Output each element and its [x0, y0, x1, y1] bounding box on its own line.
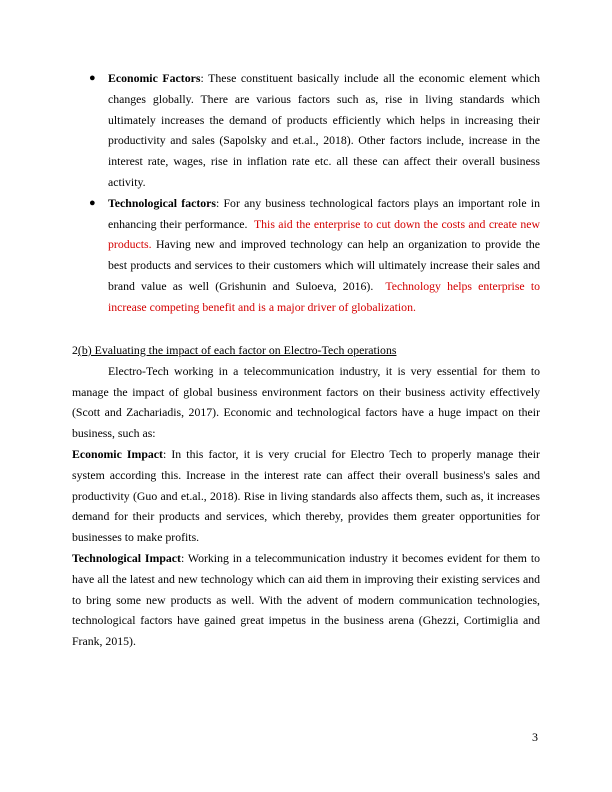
technological-impact-term: Technological Impact	[72, 550, 181, 565]
bullet-list	[89, 68, 543, 318]
economic-impact-term: Economic Impact	[72, 446, 163, 461]
highlighted-sentence: This aid the enterprise to cut down the costs and create new products.	[108, 216, 540, 252]
economic-impact-text: : In this factor, it is very crucial for Electro Tech to properly manage their system according this. Increase in the interest rate can affect their overall business's sales and productivity (Guo and et.al., 2018). Rise in living standards also affects them, such as, it increases demand for their products and services, which thereby, provides them greater opportunities for businesses to make profits.	[72, 446, 540, 545]
section-heading	[72, 340, 540, 361]
bullet-dot-icon: ●	[89, 196, 96, 209]
section-title: (b) Evaluating the impact of each factor on Electro-Tech operations	[77, 343, 397, 357]
page-number: 3	[532, 730, 538, 744]
economic-impact-paragraph	[72, 444, 540, 548]
technological-impact-paragraph	[72, 548, 540, 652]
economic-factors-term: Economic Factors	[108, 71, 201, 85]
intro-paragraph: Electro-Tech working in a telecommunication industry, it is very essential for them to manage the impact of global business environment factors on their business activity effectively (Scott and Zachariadis, 2017). Economic and technological factors have a huge impact on their business, such as:	[72, 363, 540, 441]
technological-factors-term: Technological factors	[108, 195, 216, 210]
section-body	[72, 340, 540, 652]
highlighted-sentence: Technology helps enterprise to increase competing benefit and is a major driver of globalization.	[108, 278, 540, 314]
section-number: 2	[72, 343, 78, 357]
bullet-dot-icon: ●	[89, 72, 96, 84]
economic-factors-text: : These constituent basically include all the economic element which changes globally. There are various factors such as, rise in living standards which ultimately increases the demand of products efficiently which helps in increasing their productivity and sales (Sapolsky and et.al., 2018). Other factors include, increase in the interest rate, wages, rise in inflation rate etc. all these can affect their overall business activity.	[108, 71, 541, 189]
technological-factors-text: : For any business technological factors plays an important role in enhancing their performance.	[108, 195, 543, 231]
bullet-economic-factors	[89, 68, 541, 193]
technological-factors-text-cont: Having new and improved technology can help an organization to provide the best products and services to their customers which will ultimately increase their sales and brand value as well (Grishunin and Suloeva, 2016).	[108, 237, 543, 293]
technological-impact-text: : Working in a telecommunication industry it becomes evident for them to have all the latest and new technology which can aid them in improving their existing services and to bring some new products as well. With the advent of modern communication technologies, technological factors have gained great impetus in the business arena (Ghezzi, Cortimiglia and Frank, 2015).	[72, 550, 540, 649]
bullet-technological-factors	[89, 193, 543, 318]
